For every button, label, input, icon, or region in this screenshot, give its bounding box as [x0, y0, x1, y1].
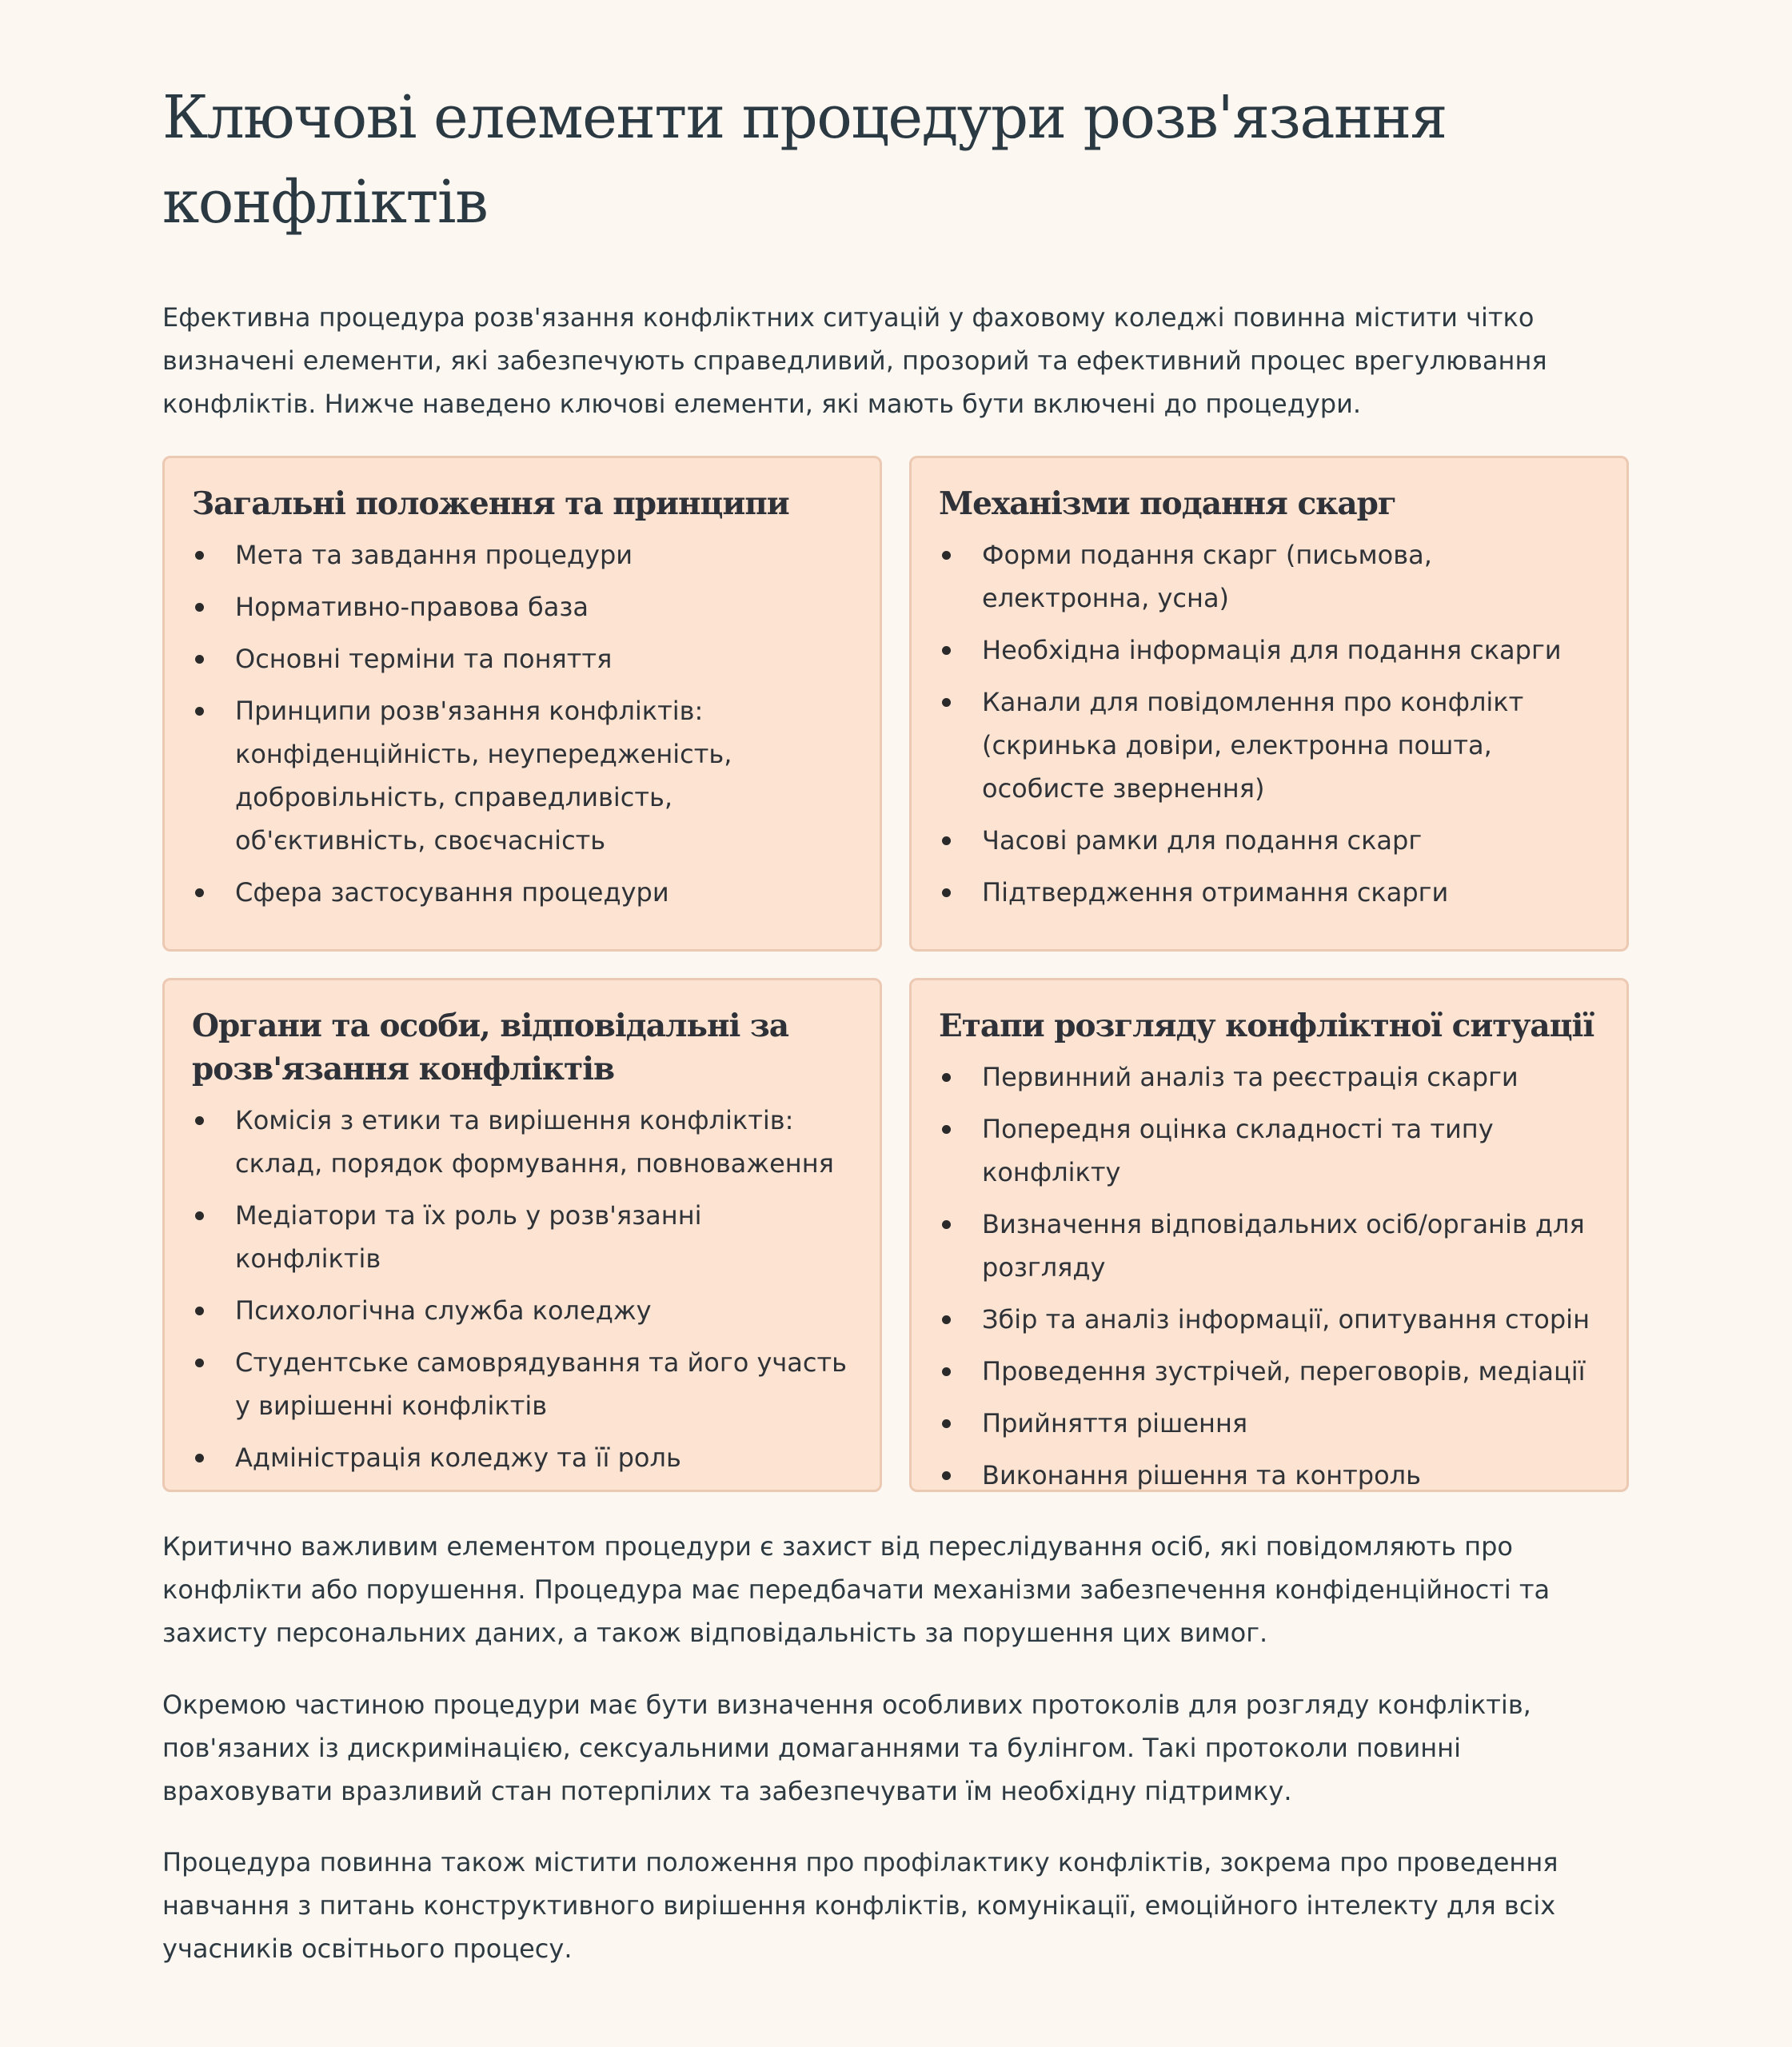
bullet-icon: [195, 1359, 204, 1367]
bullet-icon: [942, 1367, 951, 1376]
bullet-icon: [942, 1125, 951, 1134]
card-list: [939, 533, 1599, 914]
list-item: Комісія з етики та вирішення конфліктів: склад, порядок формування, повноваження: [192, 1099, 852, 1185]
list-item: Адміністрація коледжу та її роль: [192, 1436, 852, 1479]
list-item: Підтвердження отримання скарги: [939, 871, 1599, 914]
bullet-icon: [942, 646, 951, 655]
card-general-provisions: [162, 456, 882, 952]
card-title: Органи та особи, відповідальні за розв'язання конфліктів: [192, 1008, 789, 1087]
page-title: Ключові елементи процедури розв'язання конфліктів: [162, 83, 1447, 237]
list-item: Канали для повідомлення про конфлікт (скринька довіри, електронна пошта, особисте звернення): [939, 680, 1599, 810]
bullet-icon: [195, 888, 204, 897]
list-item: Попередня оцінка складності та типу конфлікту: [939, 1107, 1599, 1194]
bullet-icon: [942, 1471, 951, 1480]
bullet-icon: [195, 707, 204, 716]
body-paragraph: Критично важливим елементом процедури є захист від переслідування осіб, які повідомляють про конфлікти або порушення. Процедура має передбачати механізми забезпечення конфіденційності та захисту персональних даних, а також відповідальність за порушення цих вимог.: [162, 1531, 1551, 1648]
bullet-icon: [195, 1211, 204, 1220]
card-list: [939, 1055, 1599, 1497]
list-item: Сфера застосування процедури: [192, 871, 852, 914]
list-item: Основні терміни та поняття: [192, 637, 852, 680]
list-item: Первинний аналіз та реєстрація скарги: [939, 1055, 1599, 1099]
list-item: Мета та завдання процедури: [192, 533, 852, 577]
list-item: Визначення відповідальних осіб/органів для розгляду: [939, 1203, 1599, 1289]
bullet-icon: [942, 1073, 951, 1082]
card-complaint-mechanisms: [909, 456, 1629, 952]
bullet-icon: [942, 836, 951, 845]
body-paragraph: Окремою частиною процедури має бути визначення особливих протоколів для розгляду конфліктів, пов'язаних із дискримінацією, сексуальними домаганнями та булінгом. Такі протоколи повинні враховувати вразливий стан потерпілих та забезпечувати їм необхідну підтримку.: [162, 1690, 1531, 1806]
bullet-icon: [942, 698, 951, 707]
bullet-icon: [195, 1454, 204, 1462]
card-list: [192, 533, 852, 914]
list-item: Медіатори та їх роль у розв'язанні конфліктів: [192, 1194, 852, 1280]
card-title: Механізми подання скарг: [939, 485, 1396, 522]
card-title: Загальні положення та принципи: [192, 485, 789, 522]
card-list: [192, 1099, 852, 1479]
bullet-icon: [195, 1307, 204, 1315]
list-item: Проведення зустрічей, переговорів, медіації: [939, 1350, 1599, 1393]
bullet-icon: [195, 655, 204, 664]
bullet-icon: [942, 1315, 951, 1324]
list-item: Необхідна інформація для подання скарги: [939, 628, 1599, 672]
bullet-icon: [195, 551, 204, 560]
list-item: Психологічна служба коледжу: [192, 1289, 852, 1332]
bullet-icon: [942, 551, 951, 560]
list-item: Нормативно-правова база: [192, 585, 852, 628]
list-item: Часові рамки для подання скарг: [939, 819, 1599, 862]
list-item: Форми подання скарг (письмова, електронна, усна): [939, 533, 1599, 620]
list-item: Виконання рішення та контроль: [939, 1454, 1599, 1497]
bullet-icon: [942, 1419, 951, 1428]
bullet-icon: [942, 1220, 951, 1229]
list-item: Студентське самоврядування та його участь у вирішенні конфліктів: [192, 1341, 852, 1427]
list-item: Збір та аналіз інформації, опитування сторін: [939, 1298, 1599, 1341]
bullet-icon: [195, 603, 204, 612]
bullet-icon: [942, 888, 951, 897]
list-item: Прийняття рішення: [939, 1402, 1599, 1445]
bullet-icon: [195, 1116, 204, 1125]
card-title: Етапи розгляду конфліктної ситуації: [939, 1008, 1594, 1044]
card-responsible-bodies: [162, 978, 882, 1492]
body-paragraph: Процедура повинна також містити положення про профілактику конфліктів, зокрема про проведення навчання з питань конструктивного вирішення конфліктів, комунікації, емоційного інтелекту для всіх учасників освітнього процесу.: [162, 1847, 1559, 1964]
card-review-stages: [909, 978, 1629, 1492]
list-item: Принципи розв'язання конфліктів: конфіденційність, неупередженість, добровільність, справедливість, об'єктивність, своєчасність: [192, 689, 852, 862]
intro-paragraph: Ефективна процедура розв'язання конфліктних ситуацій у фаховому коледжі повинна містити чітко визначені елементи, які забезпечують справедливий, прозорий та ефективний процес врегулювання конфліктів. Нижче наведено ключові елементи, які мають бути включені до процедури.: [162, 302, 1547, 419]
